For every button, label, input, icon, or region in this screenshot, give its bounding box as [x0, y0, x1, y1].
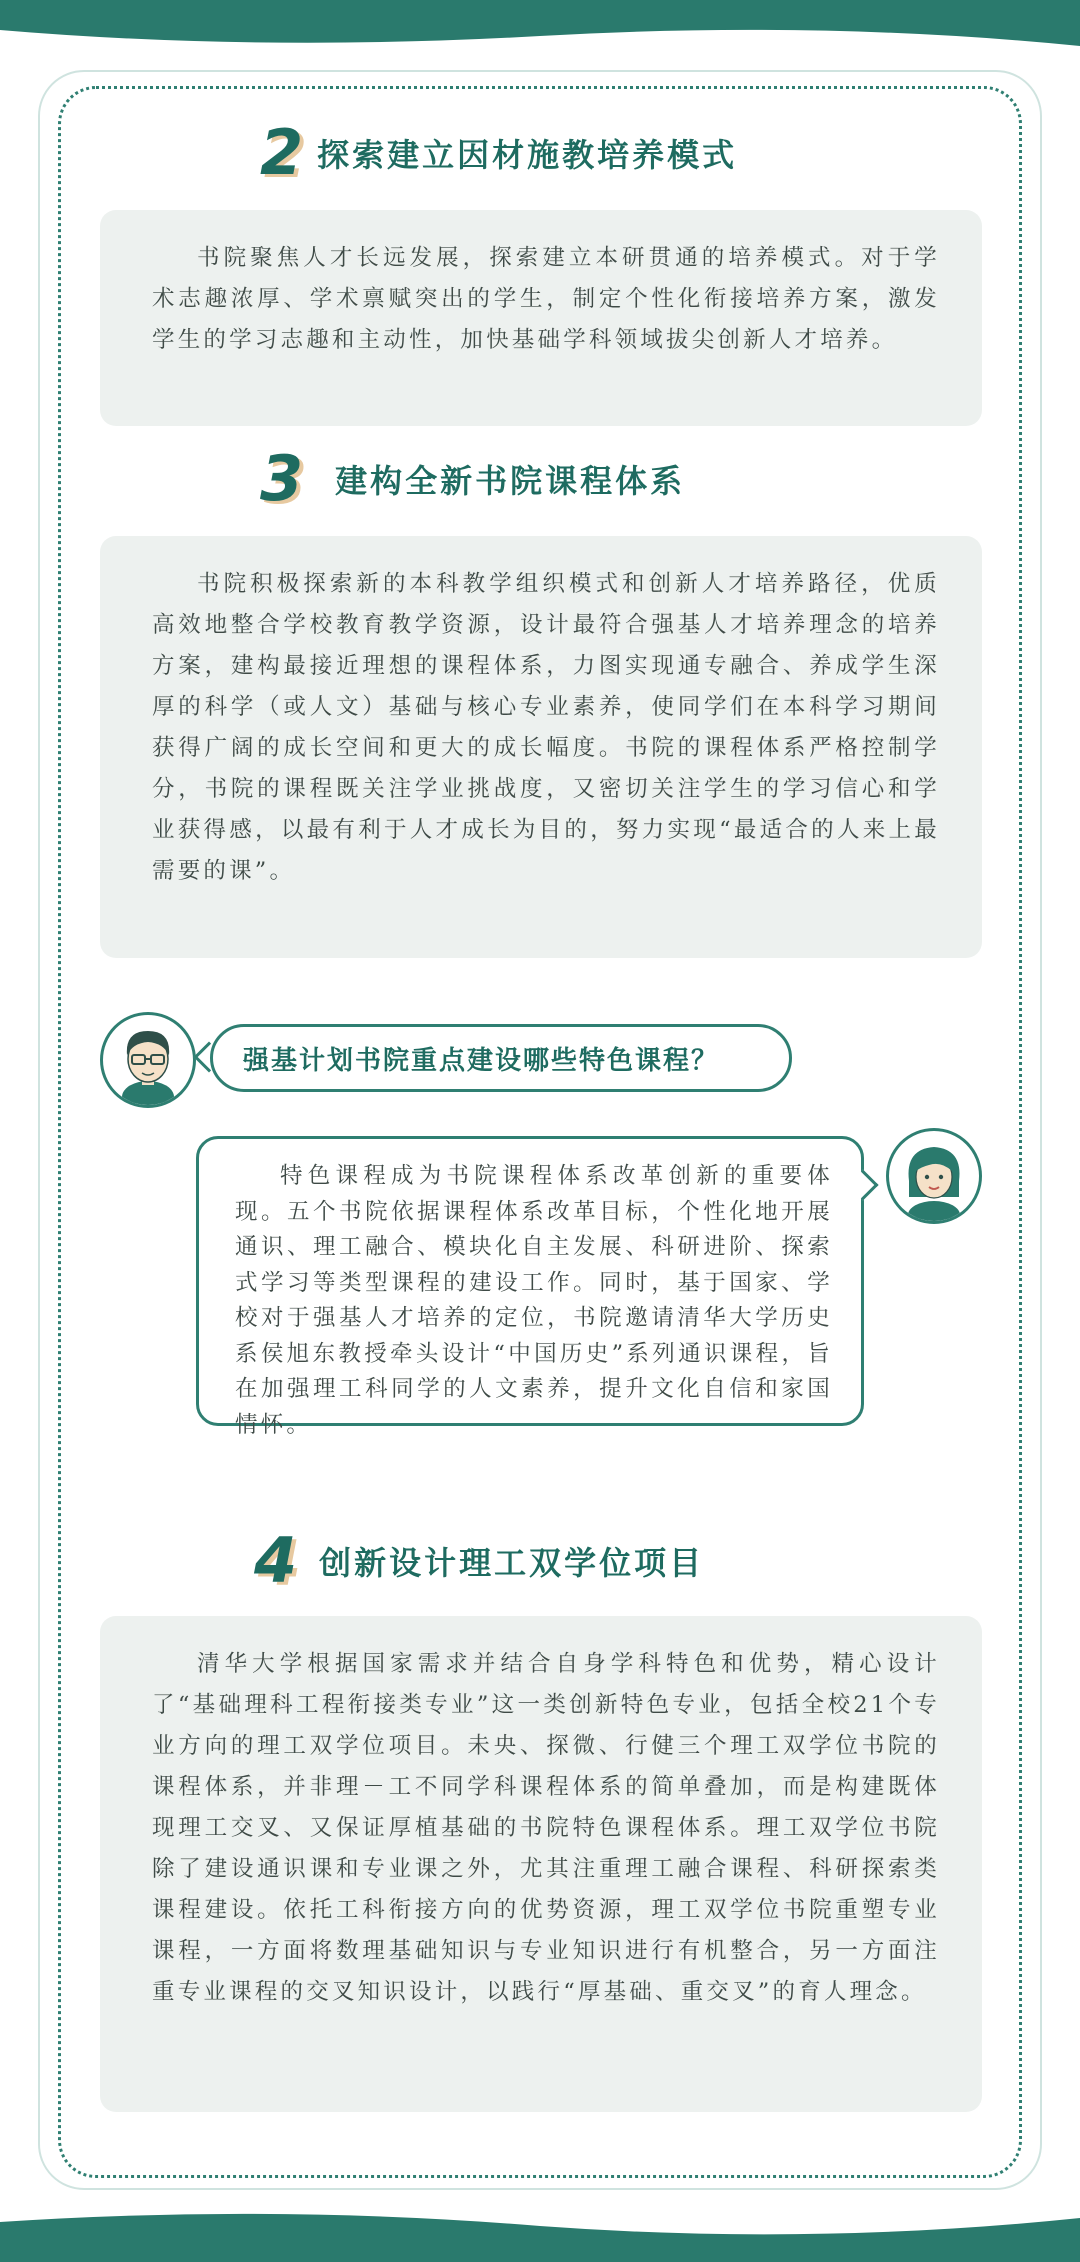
question-bubble [210, 1024, 792, 1092]
question-text: 强基计划书院重点建设哪些特色课程？ [243, 1045, 720, 1076]
boy-icon [103, 1015, 193, 1105]
boy-avatar [100, 1012, 196, 1108]
section-title: 探索建立因材施教培养模式 [317, 136, 738, 174]
bottom-wave-decoration [0, 2200, 1080, 2262]
section-body: 书院聚焦人才长远发展，探索建立本研贯通的培养模式。对于学术志趣浓厚、学术禀赋突出的学生，制定个性化衔接培养方案，激发学生的学习志趣和主动性，加快基础学科领域拔尖创新人才培养。 [152, 245, 940, 353]
section-2-heading [260, 116, 738, 189]
section-number: 3 [260, 442, 304, 515]
section-3-box [100, 536, 982, 958]
girl-avatar [886, 1128, 982, 1224]
top-wave-decoration [0, 0, 1080, 60]
section-title: 创新设计理工双学位项目 [319, 1544, 705, 1582]
section-2-box [100, 210, 982, 426]
answer-text: 特色课程成为书院课程体系改革创新的重要体现。五个书院依据课程体系改革目标，个性化地开展通识、理工融合、模块化自主发展、科研进阶、探索式学习等类型课程的建设工作。同时，基于国家、学校对于强基人才培养的定位，书院邀请清华大学历史系侯旭东教授牵头设计“中国历史”系列通识课程，旨在加强理工科同学的人文素养，提升文化自信和家国情怀。 [235, 1163, 833, 1438]
section-4-heading [254, 1524, 705, 1597]
section-title: 建构全新书院课程体系 [335, 462, 686, 500]
section-body: 书院积极探索新的本科教学组织模式和创新人才培养路径，优质高效地整合学校教育教学资源，设计最符合强基人才培养理念的培养方案，建构最接近理想的课程体系，力图实现通专融合、养成学生深厚的科学（或人文）基础与核心专业素养，使同学们在本科学习期间获得广阔的成长空间和更大的成长幅度。书院的课程体系严格控制学分，书院的课程既关注学业挑战度，又密切关注学生的学习信心和学业获得感，以最有利于人才成长为目的，努力实现“最适合的人来上最需要的课”。 [152, 571, 940, 884]
section-body: 清华大学根据国家需求并结合自身学科特色和优势，精心设计了“基础理科工程衔接类专业”这一类创新特色专业，包括全校21个专业方向的理工双学位项目。未央、探微、行健三个理工双学位书院的课程体系，并非理－工不同学科课程体系的简单叠加，而是构建既体现理工交叉、又保证厚植基础的书院特色课程体系。理工双学位书院除了建设通识课和专业课之外，尤其注重理工融合课程、科研探索类课程建设。依托工科衔接方向的优势资源，理工双学位书院重塑专业课程，一方面将数理基础知识与专业知识进行有机整合，另一方面注重专业课程的交叉知识设计，以践行“厚基础、重交叉”的育人理念。 [152, 1651, 940, 2005]
section-number: 4 [254, 1524, 298, 1597]
section-3-heading [260, 442, 686, 515]
answer-bubble [196, 1136, 864, 1438]
girl-icon [889, 1131, 979, 1221]
section-number: 2 [260, 116, 304, 189]
section-4-box [100, 1616, 982, 2112]
